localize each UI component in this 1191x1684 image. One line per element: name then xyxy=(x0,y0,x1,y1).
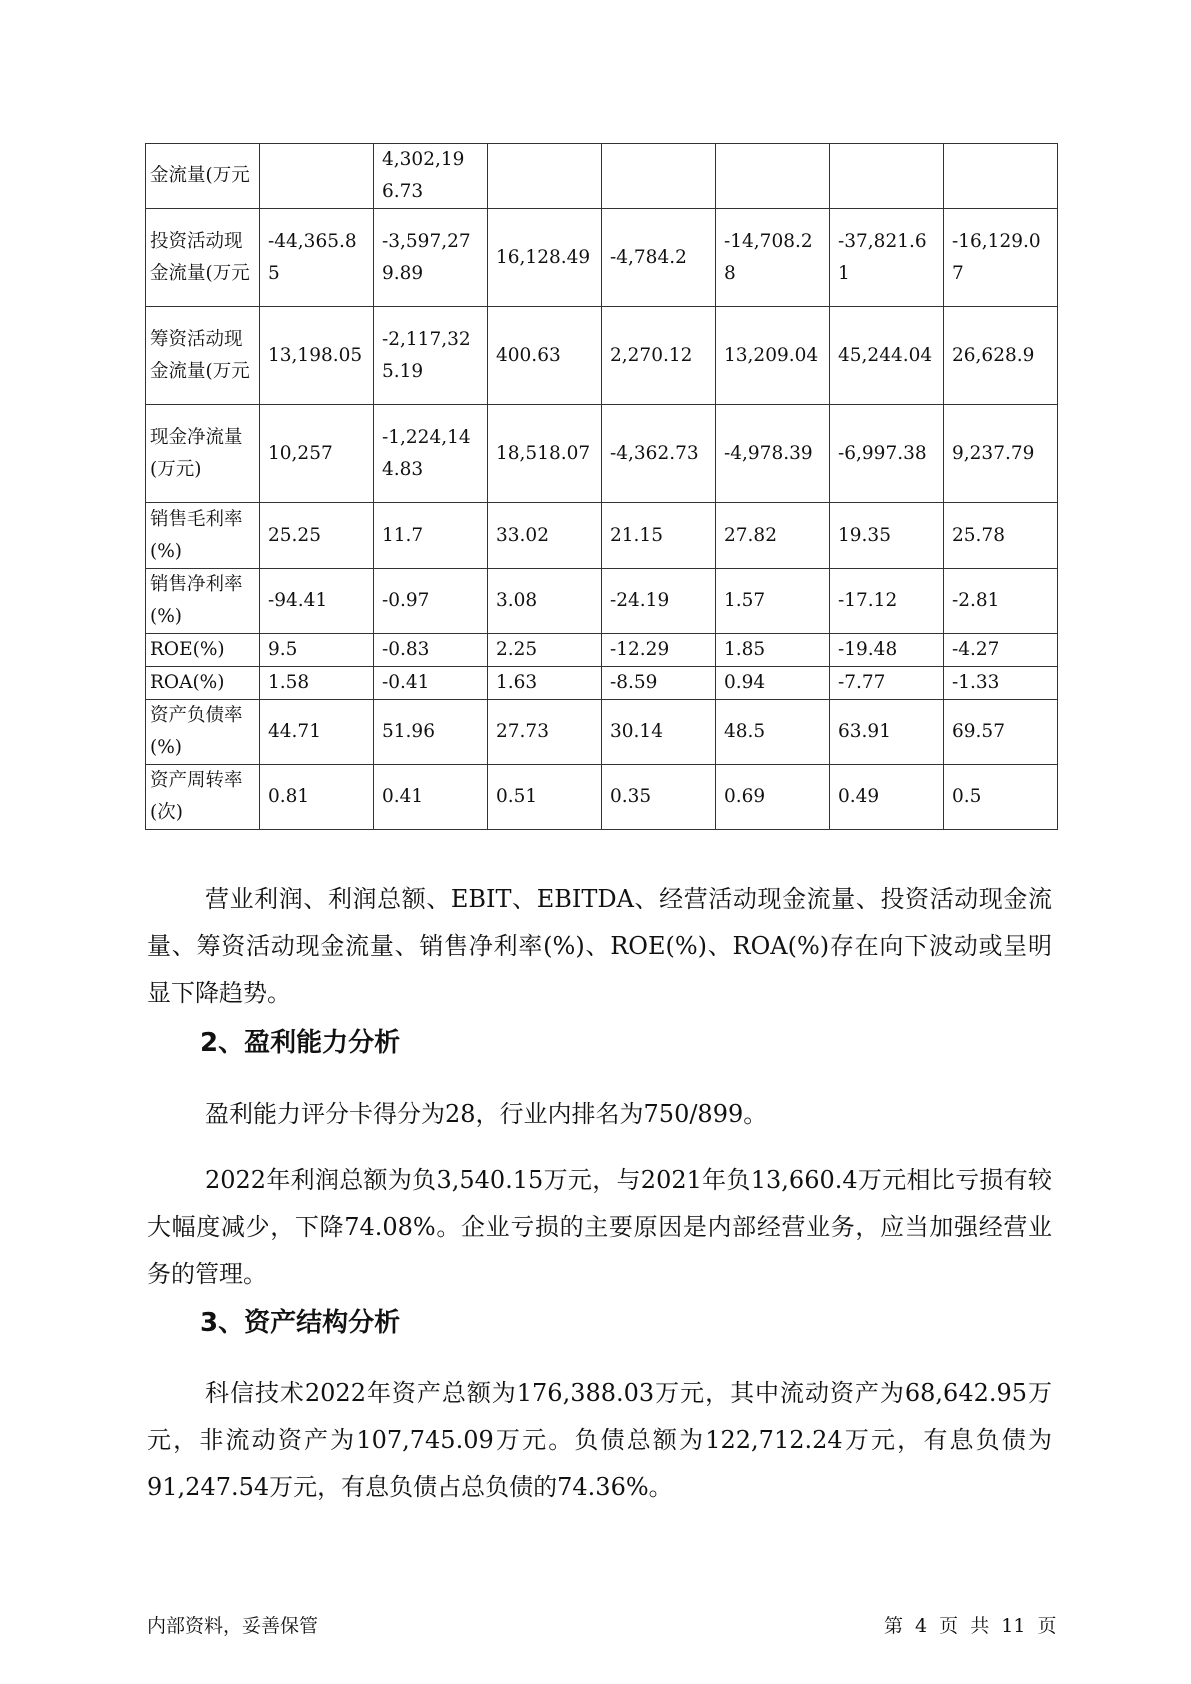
profit-total-paragraph: 2022年利润总额为负3,540.15万元，与2021年负13,660.4万元相比亏损有较大幅度减少，下降74.08%。企业亏损的主要原因是内部经营业务，应当加强经营业务的管理。 xyxy=(147,1166,1052,1288)
table-cell: 0.81 xyxy=(260,765,374,830)
table-row xyxy=(146,503,1058,569)
row-label: 筹资活动现金流量(万元 xyxy=(146,307,260,405)
row-label: 现金净流量(万元) xyxy=(146,405,260,503)
table-cell: 27.82 xyxy=(716,503,830,569)
table-row xyxy=(146,405,1058,503)
table-cell: -6,997.38 xyxy=(830,405,944,503)
table-cell: 16,128.49 xyxy=(488,209,602,307)
row-label: 资产负债率(%) xyxy=(146,700,260,765)
table-cell: 33.02 xyxy=(488,503,602,569)
table-cell: -37,821.61 xyxy=(830,209,944,307)
table-cell: 0.49 xyxy=(830,765,944,830)
table-cell: 51.96 xyxy=(374,700,488,765)
table-cell: 13,198.05 xyxy=(260,307,374,405)
table-cell: 44.71 xyxy=(260,700,374,765)
asset-structure-paragraph: 科信技术2022年资产总额为176,388.03万元，其中流动资产为68,642.95万元，非流动资产为107,745.09万元。负债总额为122,712.24万元，有息负债为91,247.54万元，有息负债占总负债的74.36%。 xyxy=(147,1379,1052,1501)
table-cell: 9.5 xyxy=(260,634,374,667)
table-cell: -7.77 xyxy=(830,667,944,700)
footer-page-number: 第 4 页 共 11 页 xyxy=(884,1615,1057,1637)
row-label: 金流量(万元 xyxy=(146,144,260,209)
table-cell: 63.91 xyxy=(830,700,944,765)
table-cell: 1.57 xyxy=(716,569,830,634)
table-row xyxy=(146,307,1058,405)
table-cell: 21.15 xyxy=(602,503,716,569)
table-body xyxy=(146,144,1058,830)
table-cell: -16,129.07 xyxy=(944,209,1058,307)
table-cell xyxy=(944,144,1058,209)
table-cell: 25.78 xyxy=(944,503,1058,569)
table-cell: 18,518.07 xyxy=(488,405,602,503)
table-cell: -3,597,279.89 xyxy=(374,209,488,307)
table-cell: 19.35 xyxy=(830,503,944,569)
table-cell: 2,270.12 xyxy=(602,307,716,405)
table-cell: 30.14 xyxy=(602,700,716,765)
table-cell: -0.83 xyxy=(374,634,488,667)
table-cell: 2.25 xyxy=(488,634,602,667)
table-cell: -1.33 xyxy=(944,667,1058,700)
table-cell: -14,708.28 xyxy=(716,209,830,307)
table-cell xyxy=(716,144,830,209)
table-cell: 0.94 xyxy=(716,667,830,700)
table-cell: 4,302,196.73 xyxy=(374,144,488,209)
table-cell: -4,978.39 xyxy=(716,405,830,503)
table-cell: -1,224,144.83 xyxy=(374,405,488,503)
table-cell: -24.19 xyxy=(602,569,716,634)
table-row xyxy=(146,700,1058,765)
table-cell: 25.25 xyxy=(260,503,374,569)
table-cell: 3.08 xyxy=(488,569,602,634)
table-cell: 0.69 xyxy=(716,765,830,830)
table-row xyxy=(146,667,1058,700)
table-cell: -94.41 xyxy=(260,569,374,634)
table-cell: -2,117,325.19 xyxy=(374,307,488,405)
table-cell: 13,209.04 xyxy=(716,307,830,405)
table-cell: -0.41 xyxy=(374,667,488,700)
table-cell: 1.58 xyxy=(260,667,374,700)
table-cell xyxy=(602,144,716,209)
table-cell: 0.35 xyxy=(602,765,716,830)
table-cell: 0.51 xyxy=(488,765,602,830)
table-cell: 0.41 xyxy=(374,765,488,830)
row-label: 投资活动现金流量(万元 xyxy=(146,209,260,307)
table-cell: 27.73 xyxy=(488,700,602,765)
table-cell: 1.63 xyxy=(488,667,602,700)
table-cell xyxy=(260,144,374,209)
table-cell: 10,257 xyxy=(260,405,374,503)
row-label: ROE(%) xyxy=(146,634,260,667)
table-cell: 69.57 xyxy=(944,700,1058,765)
row-label: 销售净利率(%) xyxy=(146,569,260,634)
summary-paragraph: 营业利润、利润总额、EBIT、EBITDA、经营活动现金流量、投资活动现金流量、筹资活动现金流量、销售净利率(%)、ROE(%)、ROA(%)存在向下波动或呈明显下降趋势。 xyxy=(147,885,1052,1007)
row-label: 资产周转率(次) xyxy=(146,765,260,830)
table-cell: -12.29 xyxy=(602,634,716,667)
table-cell: 48.5 xyxy=(716,700,830,765)
table-row xyxy=(146,634,1058,667)
table-cell: 400.63 xyxy=(488,307,602,405)
table-cell: 26,628.9 xyxy=(944,307,1058,405)
table-row xyxy=(146,209,1058,307)
row-label: 销售毛利率(%) xyxy=(146,503,260,569)
table-cell xyxy=(830,144,944,209)
table-cell: 45,244.04 xyxy=(830,307,944,405)
financial-indicator-table xyxy=(145,143,1058,830)
table-cell: -17.12 xyxy=(830,569,944,634)
profitability-score-paragraph: 盈利能力评分卡得分为28，行业内排名为750/899。 xyxy=(205,1100,768,1128)
table-cell: -2.81 xyxy=(944,569,1058,634)
footer-confidential-note: 内部资料，妥善保管 xyxy=(147,1615,319,1637)
table-cell: -4,362.73 xyxy=(602,405,716,503)
row-label: ROA(%) xyxy=(146,667,260,700)
table-cell: -44,365.85 xyxy=(260,209,374,307)
table-cell: -4.27 xyxy=(944,634,1058,667)
section-heading-asset-structure: 3、资产结构分析 xyxy=(200,1308,401,1338)
table-row xyxy=(146,765,1058,830)
table-cell: -0.97 xyxy=(374,569,488,634)
section-heading-profitability: 2、盈利能力分析 xyxy=(200,1028,401,1058)
table-cell: 1.85 xyxy=(716,634,830,667)
table-cell: 11.7 xyxy=(374,503,488,569)
table-cell: -19.48 xyxy=(830,634,944,667)
table-row xyxy=(146,144,1058,209)
table-cell: -8.59 xyxy=(602,667,716,700)
table-cell: 9,237.79 xyxy=(944,405,1058,503)
table-cell xyxy=(488,144,602,209)
table-cell: -4,784.2 xyxy=(602,209,716,307)
table-cell: 0.5 xyxy=(944,765,1058,830)
table-row xyxy=(146,569,1058,634)
